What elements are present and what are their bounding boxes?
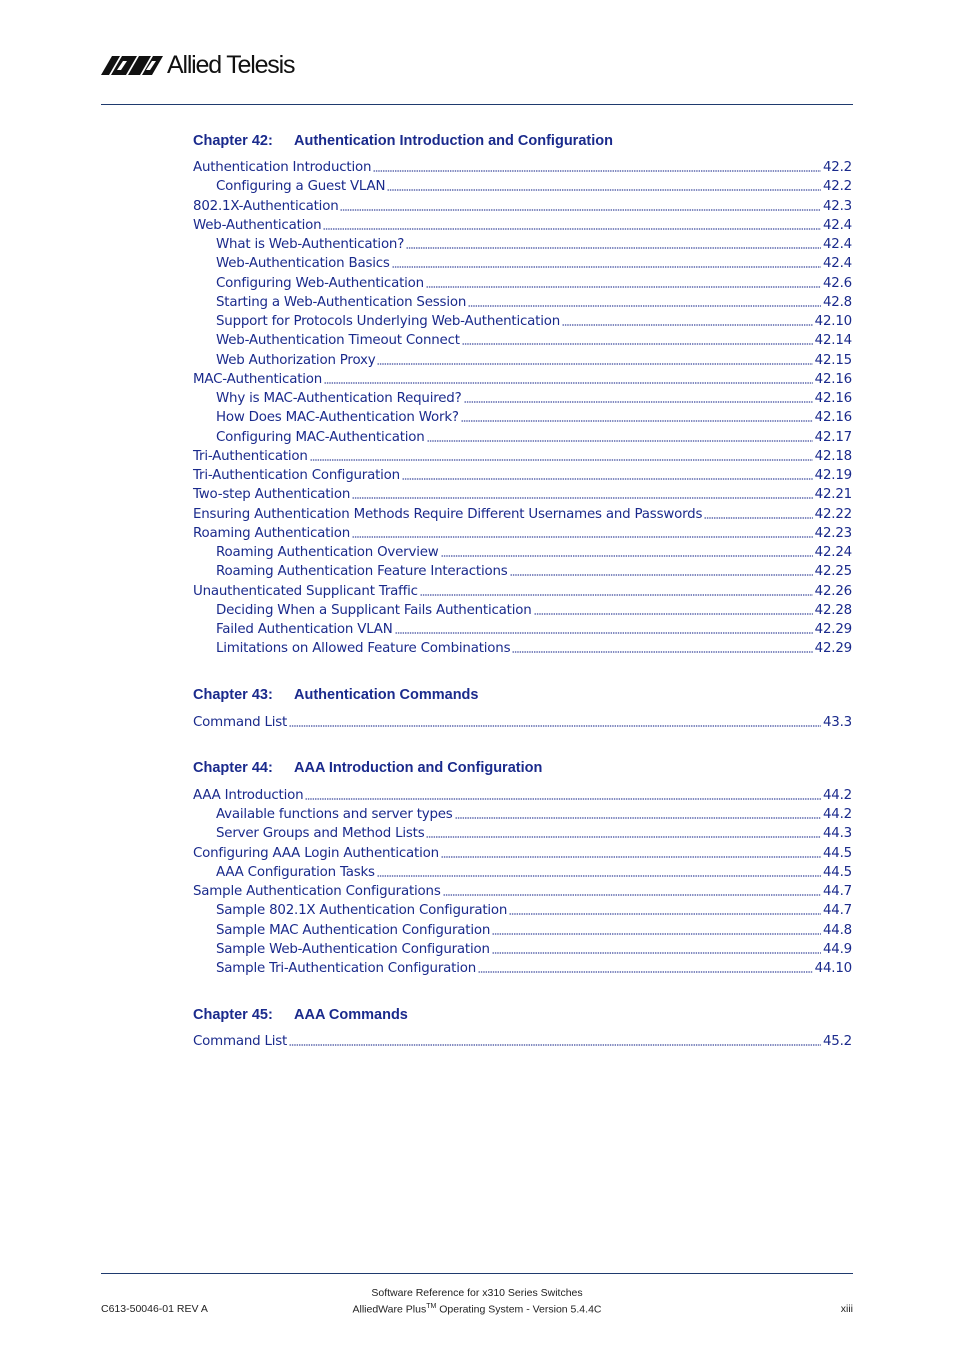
toc-entry[interactable]: [193, 562, 852, 581]
toc-entry[interactable]: [193, 713, 852, 732]
toc-entry-title: Configuring Web-Authentication: [216, 275, 424, 291]
toc-entry-title: Roaming Authentication Overview: [216, 545, 439, 560]
toc-entry[interactable]: [193, 389, 852, 408]
toc-entry-title: Command List: [193, 1034, 288, 1050]
dot-leader: [373, 160, 821, 172]
toc-entry-page: 42.25: [814, 564, 852, 580]
toc-entry-page: 42.18: [814, 448, 852, 464]
dot-leader: [534, 603, 813, 615]
dot-leader: [420, 584, 813, 596]
dot-leader: [461, 410, 813, 422]
dot-leader: [427, 430, 813, 442]
toc-entry-page: 42.15: [814, 352, 852, 368]
toc-entry-page: 44.3: [822, 826, 852, 842]
toc-entry-page: 42.16: [814, 391, 852, 406]
toc-entry-page: 44.9: [822, 941, 852, 957]
toc-entry[interactable]: [193, 844, 852, 863]
toc-entry-title: Roaming Authentication: [193, 525, 351, 541]
toc-entry[interactable]: [193, 485, 852, 504]
footer-rule: [101, 1273, 853, 1274]
chapter-heading[interactable]: [193, 756, 852, 781]
chapter-section: [193, 756, 852, 1003]
toc-entry-page: 44.2: [822, 807, 852, 822]
toc-entry[interactable]: [193, 197, 852, 216]
toc-entry[interactable]: [193, 543, 852, 562]
dot-leader: [324, 372, 813, 384]
dot-leader: [377, 353, 812, 365]
toc-entry-page: 42.10: [814, 314, 852, 329]
toc-entry-list: [193, 786, 852, 979]
toc-entry-page: 44.8: [822, 922, 852, 938]
toc-entry-page: 42.16: [814, 371, 852, 387]
toc-entry[interactable]: [193, 177, 852, 196]
toc-entry-list: [193, 1032, 852, 1051]
toc-entry[interactable]: [193, 601, 852, 620]
table-of-contents: [193, 128, 852, 1052]
toc-entry-title: Command List: [193, 714, 288, 730]
toc-entry[interactable]: [193, 312, 852, 331]
dot-leader: [704, 507, 812, 519]
toc-entry[interactable]: [193, 505, 852, 524]
chapter-number: Chapter 44:: [193, 760, 273, 777]
footer-doc-number: C613-50046-01 REV A: [101, 1303, 208, 1315]
toc-entry-page: 44.10: [814, 961, 852, 976]
toc-entry-page: 42.26: [814, 583, 852, 599]
dot-leader: [387, 179, 821, 191]
toc-entry-title: Web Authorization Proxy: [216, 352, 376, 368]
toc-entry-title: Tri-Authentication Configuration: [193, 468, 400, 483]
toc-entry[interactable]: [193, 408, 852, 427]
toc-entry-page: 42.29: [814, 622, 852, 637]
toc-entry[interactable]: [193, 786, 852, 805]
dot-leader: [289, 715, 821, 727]
footer-product: [101, 1303, 853, 1316]
dot-leader: [478, 961, 813, 973]
toc-entry-title: Unauthenticated Supplicant Traffic: [193, 583, 418, 599]
toc-entry-page: 42.8: [822, 294, 852, 310]
toc-entry-page: 42.29: [814, 641, 852, 657]
chapter-section: [193, 128, 852, 683]
toc-entry[interactable]: [193, 466, 852, 485]
toc-entry[interactable]: [193, 940, 852, 959]
footer-version: Operating System - Version 5.4.4C: [436, 1303, 602, 1316]
toc-entry-title: Starting a Web-Authentication Session: [216, 294, 467, 310]
toc-entry-page: 42.2: [822, 160, 852, 175]
toc-entry-page: 42.2: [822, 179, 852, 195]
dot-leader: [455, 807, 821, 819]
toc-entry[interactable]: [193, 882, 852, 901]
toc-entry[interactable]: [193, 524, 852, 543]
toc-entry-page: 42.4: [822, 256, 852, 272]
dot-leader: [340, 199, 821, 211]
toc-entry-page: 44.7: [822, 884, 852, 899]
toc-entry[interactable]: [193, 959, 852, 978]
toc-entry[interactable]: [193, 351, 852, 370]
toc-entry-title: 802.1X-Authentication: [193, 198, 339, 214]
toc-entry[interactable]: [193, 274, 852, 293]
header-rule: [101, 104, 853, 105]
toc-entry-page: 42.22: [814, 506, 852, 522]
chapter-spacer: [193, 732, 852, 756]
toc-entry-page: 42.19: [814, 468, 852, 483]
toc-entry-title: Two-step Authentication: [193, 487, 351, 503]
toc-entry-title: What is Web-Authentication?: [216, 237, 405, 252]
chapter-number: Chapter 42:: [193, 132, 273, 149]
chapter-spacer: [193, 659, 852, 683]
dot-leader: [562, 314, 813, 326]
toc-entry-page: 42.4: [822, 217, 852, 233]
toc-entry-title: Why is MAC-Authentication Required?: [216, 391, 462, 406]
dot-leader: [352, 487, 813, 499]
chapter-section: [193, 683, 852, 756]
toc-entry-page: 42.28: [814, 602, 852, 618]
dot-leader: [323, 218, 821, 230]
dot-leader: [426, 826, 821, 838]
dot-leader: [510, 564, 813, 576]
toc-entry[interactable]: [193, 901, 852, 920]
toc-entry-page: 44.7: [822, 903, 852, 919]
toc-entry-title: Configuring AAA Login Authentication: [193, 845, 439, 861]
footer-page-number: xiii: [840, 1303, 853, 1315]
toc-entry[interactable]: [193, 235, 852, 254]
toc-entry[interactable]: [193, 254, 852, 273]
toc-entry-title: Sample 802.1X Authentication Configuration: [216, 903, 508, 919]
dot-leader: [426, 276, 821, 288]
toc-entry-page: 42.17: [814, 429, 852, 445]
trademark-sup: TM: [426, 1303, 437, 1310]
toc-entry-title: Limitations on Allowed Feature Combinations: [216, 641, 511, 657]
footer-title: Software Reference for x310 Series Switches: [371, 1287, 583, 1299]
dot-leader: [392, 256, 821, 268]
toc-entry-title: Available functions and server types: [216, 807, 453, 822]
chapter-title: Authentication Commands: [294, 687, 479, 703]
dot-leader: [441, 846, 821, 858]
toc-entry-title: Sample Authentication Configurations: [193, 884, 441, 899]
dot-leader: [492, 923, 821, 935]
chapter-title: AAA Commands: [294, 1006, 408, 1023]
toc-entry-title: Web-Authentication Timeout Connect: [216, 333, 460, 349]
allied-telesis-logo: [101, 50, 294, 80]
dot-leader: [468, 295, 821, 307]
toc-entry-title: Server Groups and Method Lists: [216, 826, 425, 842]
chapter-heading[interactable]: [193, 683, 852, 708]
toc-entry-page: 44.2: [822, 787, 852, 803]
chapter-section: [193, 1002, 852, 1051]
toc-entry[interactable]: [193, 582, 852, 601]
toc-entry-title: Sample Tri-Authentication Configuration: [216, 961, 477, 976]
toc-entry-page: 42.14: [814, 333, 852, 349]
toc-entry-title: How Does MAC-Authentication Work?: [216, 410, 459, 426]
dot-leader: [443, 884, 821, 896]
toc-entry[interactable]: [193, 370, 852, 389]
chapter-number: Chapter 45:: [193, 1006, 273, 1023]
toc-entry-list: [193, 158, 852, 659]
dot-leader: [441, 545, 813, 557]
toc-entry[interactable]: [193, 805, 852, 824]
toc-entry-page: 45.2: [822, 1034, 852, 1050]
chapter-title: AAA Introduction and Configuration: [294, 760, 543, 777]
toc-entry-title: Sample Web-Authentication Configuration: [216, 941, 490, 957]
toc-entry[interactable]: [193, 620, 852, 639]
toc-entry-page: 42.6: [822, 275, 852, 291]
toc-entry-page: 42.16: [814, 410, 852, 426]
toc-entry-page: 42.23: [814, 525, 852, 541]
toc-entry[interactable]: [193, 331, 852, 350]
dot-leader: [377, 865, 821, 877]
chapter-spacer: [193, 978, 852, 1002]
dot-leader: [492, 942, 821, 954]
chapter-heading[interactable]: [193, 128, 852, 153]
toc-entry-page: 42.21: [814, 487, 852, 503]
toc-entry[interactable]: [193, 639, 852, 658]
toc-entry-page: 44.5: [822, 864, 852, 880]
toc-entry-title: Authentication Introduction: [193, 160, 372, 175]
toc-entry-list: [193, 713, 852, 732]
dot-leader: [395, 622, 813, 634]
dot-leader: [462, 333, 813, 345]
dot-leader: [509, 903, 821, 915]
toc-entry-page: 42.24: [814, 545, 852, 560]
logo-mark-icon: [101, 55, 163, 75]
toc-entry-page: 42.4: [822, 237, 852, 252]
toc-entry[interactable]: [193, 824, 852, 843]
footer-product-name: AlliedWare Plus: [352, 1303, 427, 1316]
logo-text: Allied Telesis: [167, 51, 295, 79]
toc-entry-title: AAA Introduction: [193, 787, 304, 803]
dot-leader: [406, 237, 821, 249]
toc-entry[interactable]: [193, 428, 852, 447]
dot-leader: [305, 788, 821, 800]
toc-entry[interactable]: [193, 921, 852, 940]
toc-entry-title: Web-Authentication Basics: [216, 256, 390, 272]
chapter-number: Chapter 43:: [193, 687, 273, 703]
toc-entry[interactable]: [193, 216, 852, 235]
dot-leader: [289, 1034, 821, 1046]
toc-entry-title: Roaming Authentication Feature Interactions: [216, 564, 508, 580]
dot-leader: [464, 391, 813, 403]
toc-entry-title: Configuring a Guest VLAN: [216, 179, 386, 195]
chapter-heading[interactable]: [193, 1002, 852, 1027]
toc-entry-title: Ensuring Authentication Methods Require Different Usernames and Passwords: [193, 506, 703, 522]
toc-entry-page: 44.5: [822, 845, 852, 861]
toc-entry-title: Support for Protocols Underlying Web-Authentication: [216, 314, 561, 329]
toc-entry[interactable]: [193, 863, 852, 882]
toc-entry[interactable]: [193, 447, 852, 466]
toc-entry-title: Sample MAC Authentication Configuration: [216, 922, 491, 938]
toc-entry-title: AAA Configuration Tasks: [216, 864, 375, 880]
toc-entry[interactable]: [193, 158, 852, 177]
toc-entry-title: MAC-Authentication: [193, 371, 323, 387]
dot-leader: [352, 526, 813, 538]
toc-entry-page: 42.3: [822, 198, 852, 214]
toc-entry[interactable]: [193, 293, 852, 312]
toc-entry-title: Configuring MAC-Authentication: [216, 429, 425, 445]
chapter-title: Authentication Introduction and Configuration: [294, 132, 613, 149]
toc-entry-title: Tri-Authentication: [193, 448, 308, 464]
dot-leader: [310, 449, 813, 461]
toc-entry-page: 43.3: [822, 714, 852, 730]
toc-entry[interactable]: [193, 1032, 852, 1051]
toc-entry-title: Web-Authentication: [193, 217, 322, 233]
toc-entry-title: Deciding When a Supplicant Fails Authentication: [216, 602, 532, 618]
dot-leader: [512, 641, 812, 653]
dot-leader: [402, 468, 813, 480]
toc-entry-title: Failed Authentication VLAN: [216, 622, 393, 637]
